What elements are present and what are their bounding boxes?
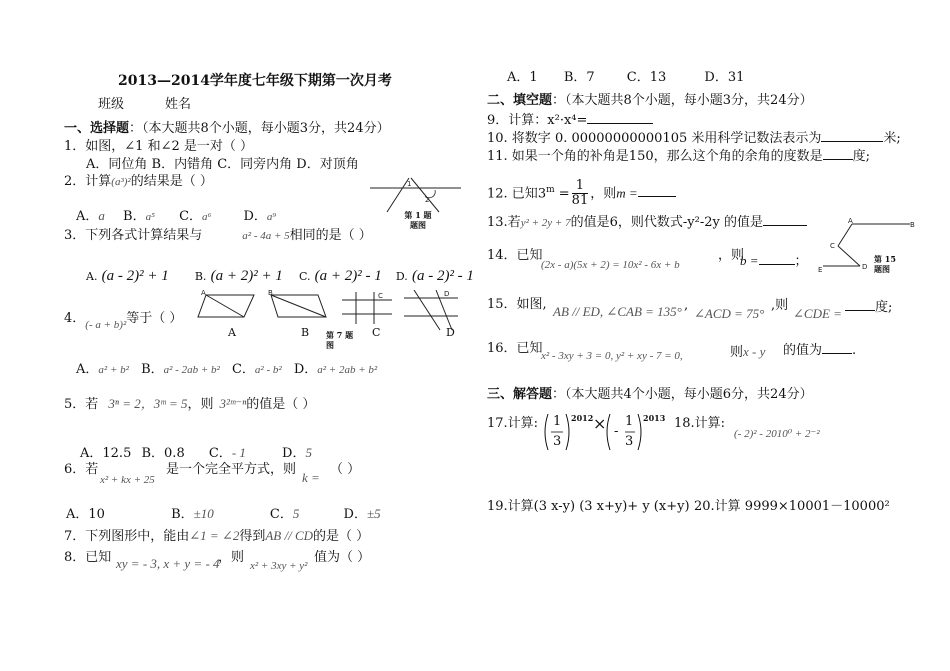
q14-expr: (2x - a)(5x + 2) = 10x² - 6x + b: [541, 259, 680, 271]
q17-minus: -: [614, 424, 619, 439]
q18-prefix: 18.计算:: [674, 416, 726, 431]
q13-text: 13.若y² + 2y + 7的值是6，则代数式-y²-2y 的值是: [487, 213, 807, 231]
q2-expr: (a³)²: [111, 176, 131, 188]
q16-expr: x² - 3xy + 3 = 0, y² + xy - 7 = 0,: [541, 350, 683, 362]
q7-label-a: A: [201, 290, 206, 297]
q12-text: 12. 已知$3^m$ = $\frac{1}{81}$ ，则m =: [487, 172, 676, 212]
q8-suffix: 值为（ ）: [314, 550, 371, 565]
q13-expr: y² + 2y + 7: [520, 217, 571, 229]
q9-text: 9．计算：x²·x⁴=: [487, 111, 653, 129]
section2-header: [487, 93, 813, 109]
q6-suffix: （ ）: [330, 462, 361, 477]
q7-label-d: D: [444, 290, 450, 298]
q19-text: 19.计算(3 x-y) (3 x+y)+ y (x+y): [487, 499, 690, 514]
q6-expr2: k =: [302, 470, 320, 485]
q14-mid: ，则: [718, 248, 745, 263]
q7-fig-caption: 第 7 题 图: [326, 330, 354, 350]
q1-fig-label-1: 1: [407, 180, 412, 188]
q3-options: A. (a - 2)² + 1 B. (a + 2)² + 1 C. (a + 2)² - 1 D. (a - 2)² - 1: [86, 268, 474, 284]
q15-comma: ,: [684, 298, 689, 313]
q8-options: A．1 B．7 C．13 D．31: [507, 70, 745, 85]
class-label: 班级: [98, 97, 125, 112]
q1-fig-caption: 第 1 题 题图: [404, 210, 432, 230]
q6-mid: 是一个完全平方式，则: [166, 462, 297, 477]
q2-text: 2．计算(a³)²的结果是（ ）: [64, 174, 213, 189]
q1-fig-label-2: 2: [425, 196, 430, 204]
q15-label-a: A: [848, 218, 853, 225]
q16-answer: 的值为 .: [783, 343, 857, 358]
q17-prefix: 17.计算:: [487, 416, 539, 431]
q15-fig-caption: 第 15 题图: [874, 254, 896, 274]
q15-expr1: AB // ED, ∠CAB = 135°: [553, 304, 682, 319]
q20-text: 20.计算 9999×10001－10000²: [694, 499, 890, 514]
q8-text: 8．已知: [64, 550, 112, 565]
q5-expr2: 3²ᵐ⁻ⁿ: [219, 396, 247, 411]
q4-expr: (- a + b)²: [85, 319, 127, 331]
q17-den2: 3: [625, 434, 634, 449]
section3-heading: 三、解答题: [487, 387, 553, 402]
q4-text: 4．$_{(- a + b)^2}$等于（ ）: [64, 311, 183, 331]
q4-options: A．a² + b² B．a² - 2ab + b² C．a² - b² D．a² + 2ab + b²: [76, 362, 378, 377]
q7-expr: ∠1 = ∠2: [189, 528, 240, 543]
q17-exp1: 2012: [571, 413, 594, 423]
q15-expr3: ∠CDE =: [793, 306, 842, 321]
q8-mid: ，则: [218, 550, 245, 565]
q5-options: A．12.5 B．0.8 C．- 1 D．5: [80, 445, 312, 461]
q8-expr2: x² + 3xy + y²: [250, 560, 308, 572]
name-label: 姓名: [165, 97, 192, 112]
q16-mid: 则x - y: [730, 344, 766, 360]
q17-exp2: 2013: [643, 413, 666, 423]
q17-times: ×: [593, 414, 607, 433]
q17-den1: 3: [553, 434, 562, 449]
section1-heading: 一、选择题: [64, 121, 130, 136]
q5-expr1: 3ⁿ = 2，3ᵐ = 5: [108, 396, 188, 411]
q3-text: 3．下列各式计算结果与 a² - 4a + 5相同的是（ ）: [64, 228, 372, 243]
q8-expr: xy = - 3, x + y = - 4: [116, 556, 220, 571]
q15-label-c: C: [830, 242, 835, 250]
q6-options: A．10 B．±10 C．5 D．±5: [66, 506, 381, 522]
q16-expr2: x - y: [743, 344, 766, 359]
q17-num2: 1: [625, 414, 634, 429]
q17-num1: 1: [553, 414, 562, 429]
q7-label-c: C: [378, 292, 383, 300]
q18-expr: (- 2)² - 2010⁰ + 2⁻²: [734, 428, 820, 440]
section1-note: ：（本大题共8个小题，每小题3分，共24分）: [129, 121, 390, 136]
q14-answer: b = ；: [740, 253, 808, 269]
exam-title: 2013—2014学年度七年级下期第一次月考: [118, 73, 392, 89]
q2-options: A．a B．a⁵ C．a⁶ D．a⁹: [76, 208, 277, 224]
q3-expr: a² - 4a + 5: [242, 230, 290, 242]
q1-text: 1．如图，∠1 和∠2 是一对（ ）: [64, 139, 253, 154]
q1-options: A．同位角 B．内错角 C．同旁内角 D．对顶角: [86, 157, 359, 172]
q15-mid: ,则: [771, 298, 789, 313]
q16-text: 16．已知: [487, 341, 543, 356]
section1-header: [64, 121, 390, 137]
q15-label-e: E: [818, 266, 823, 273]
q7-expr2: AB // CD: [265, 528, 314, 543]
q14-text: 14．已知: [487, 248, 543, 263]
q15-label-b: B: [910, 221, 915, 229]
q10-text: 10. 将数字 0. 00000000000105 米用科学记数法表示为 米;: [487, 131, 901, 146]
q5-text: 5．若 3ⁿ = 2，3ᵐ = 5，则 3²ᵐ⁻ⁿ的值是（ ）: [64, 396, 316, 412]
q7-text: 7．下列图形中，能由∠1 = ∠2得到AB // CD的是（ ）: [64, 528, 370, 544]
section3-header: [487, 387, 813, 403]
q15-answer: 度;: [845, 298, 892, 316]
q6-text: 6．若: [64, 462, 99, 477]
q15-label-d: D: [862, 263, 868, 271]
section2-heading: 二、填空题: [487, 93, 553, 108]
section3-note: ：（本大题共4个小题，每小题6分，共24分）: [552, 387, 813, 402]
q15-expr2: ∠ACD = 75°: [694, 306, 765, 321]
q11-text: 11. 如果一个角的补角是150，那么这个角的余角的度数是 度;: [487, 149, 871, 164]
q15-text: 15．如图,: [487, 297, 547, 312]
q6-expr: x² + kx + 25: [100, 474, 155, 486]
q7-label-b: B: [268, 290, 273, 297]
section2-note: ：（本大题共8个小题，每小题3分，共24分）: [552, 93, 813, 108]
